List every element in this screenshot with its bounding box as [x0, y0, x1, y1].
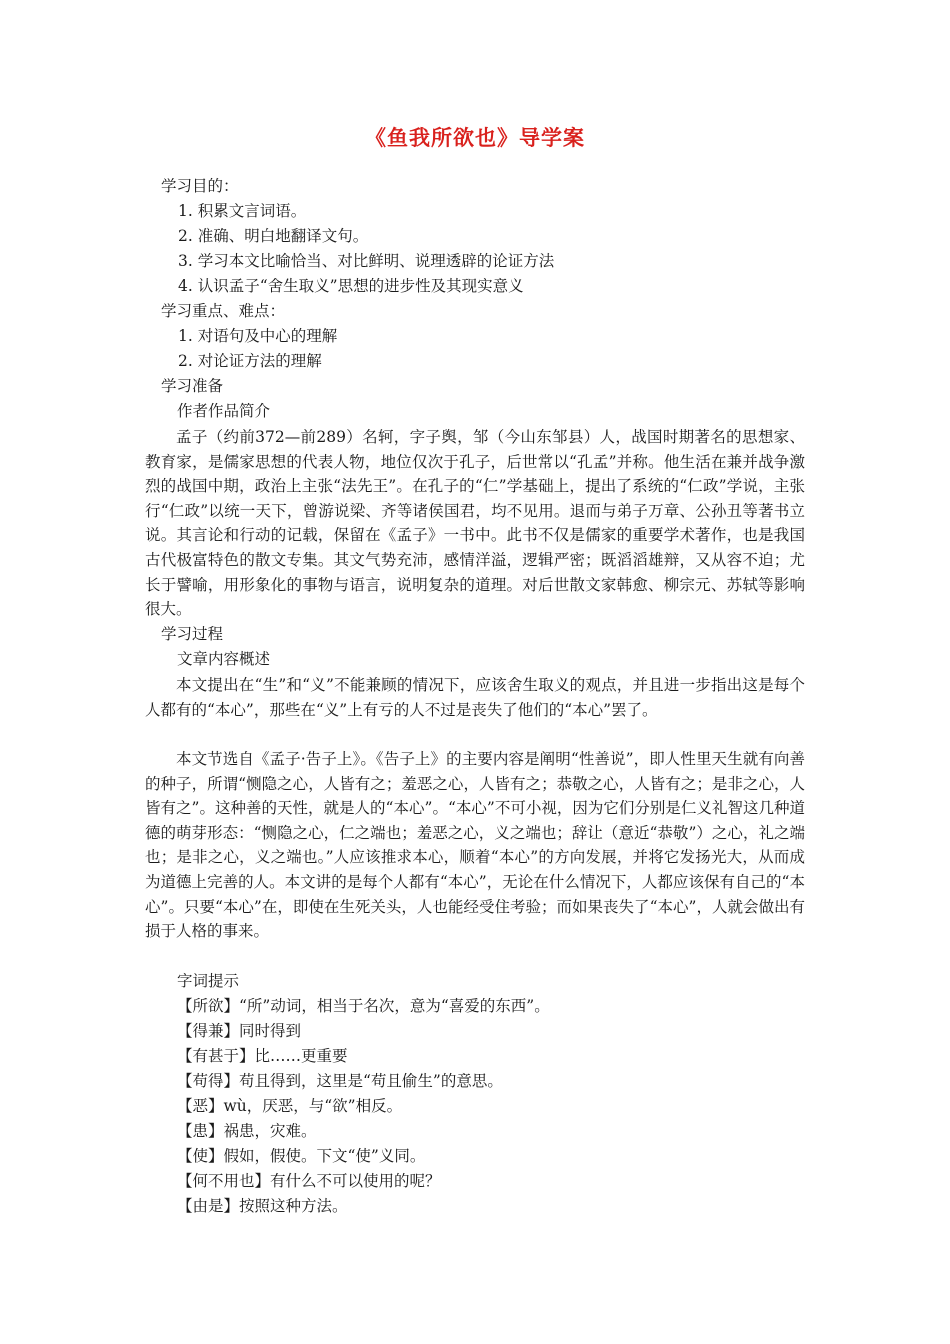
vocab-item: 【使】假如，假使。下文“使”义同。	[177, 1147, 426, 1165]
vocab-item: 【所欲】“所”动词，相当于名次，意为“喜爱的东西”。	[177, 997, 550, 1015]
vocab-item: 【得兼】同时得到	[177, 1022, 302, 1040]
vocab-item: 【恶】wù，厌恶，与“欲”相反。	[177, 1097, 403, 1115]
vocab-item: 【由是】按照这种方法。	[177, 1197, 348, 1215]
key-points-heading: 学习重点、难点：	[161, 302, 286, 320]
summary-subheading: 文章内容概述	[177, 650, 271, 668]
objective-item: 4. 认识孟子“舍生取义”思想的进步性及其现实意义	[178, 277, 524, 295]
vocab-item: 【患】祸患，灾难。	[177, 1122, 317, 1140]
objective-item: 2. 准确、明白地翻译文句。	[178, 227, 369, 245]
vocab-item: 【何不用也】有什么不可以使用的呢？	[177, 1172, 441, 1190]
summary-paragraph: 本文提出在“生”和“义”不能兼顾的情况下，应该舍生取义的观点，并且进一步指出这是每个人都有的“本心”，那些在“义”上有亏的人不过是丧失了他们的“本心”罢了。	[145, 676, 805, 719]
author-intro-subheading: 作者作品简介	[177, 402, 271, 420]
objectives-heading: 学习目的：	[161, 177, 239, 195]
process-heading: 学习过程	[161, 625, 224, 643]
vocab-heading: 字词提示	[177, 972, 240, 990]
author-intro-paragraph: 孟子（约前372—前289）名轲，字子舆，邹（今山东邹县）人，战国时期著名的思想家、教育家，是儒家思想的代表人物，地位仅次于孔子，后世常以“孔孟”并称。他生活在兼并战争激烈的战国中期，政治上主张“法先王”。在孔子的“仁”学基础上，提出了系统的“仁政”学说，主张行“仁政”以统一天下，曾游说梁、齐等诸侯国君，均不见用。退而与弟子万章、公孙丑等著书立说。其言论和行动的记载，保留在《孟子》一书中。此书不仅是儒家的重要学术著作，也是我国古代极富特色的散文专集。其文气势充沛，感情洋溢，逻辑严密；既滔滔雄辩，又从容不迫；尤长于譬喻，用形象化的事物与语言，说明复杂的道理。对后世散文家韩愈、柳宗元、苏轼等影响很大。	[145, 428, 805, 619]
vocab-item: 【有甚于】比……更重要	[177, 1047, 348, 1065]
objective-item: 3. 学习本文比喻恰当、对比鲜明、说理透辟的论证方法	[178, 252, 555, 270]
key-point-item: 2. 对论证方法的理解	[178, 352, 322, 370]
summary-paragraph: 本文节选自《孟子·告子上》。《告子上》的主要内容是阐明“性善说”，即人性里天生就有向善的种子，所谓“恻隐之心，人皆有之；羞恶之心，人皆有之；恭敬之心，人皆有之；是非之心，人皆有之”。这种善的天性，就是人的“本心”。“本心”不可小视，因为它们分别是仁义礼智这几种道德的萌芽形态：“恻隐之心，仁之端也；羞恶之心，义之端也；辞让（意近“恭敬”）之心，礼之端也；是非之心，义之端也。”人应该推求本心，顺着“本心”的方向发展，并将它发扬光大，从而成为道德上完善的人。本文讲的是每个人都有“本心”，无论在什么情况下，人都应该保有自己的“本心”。只要“本心”在，即使在生死关头，人也能经受住考验；而如果丧失了“本心”，人就会做出有损于人格的事来。	[145, 750, 805, 941]
preparation-heading: 学习准备	[161, 377, 224, 395]
objective-item: 1. 积累文言词语。	[178, 202, 307, 220]
vocab-item: 【苟得】苟且得到，这里是“苟且偷生”的意思。	[177, 1072, 503, 1090]
key-point-item: 1. 对语句及中心的理解	[178, 327, 338, 345]
document-title: 《鱼我所欲也》导学案	[365, 126, 585, 150]
